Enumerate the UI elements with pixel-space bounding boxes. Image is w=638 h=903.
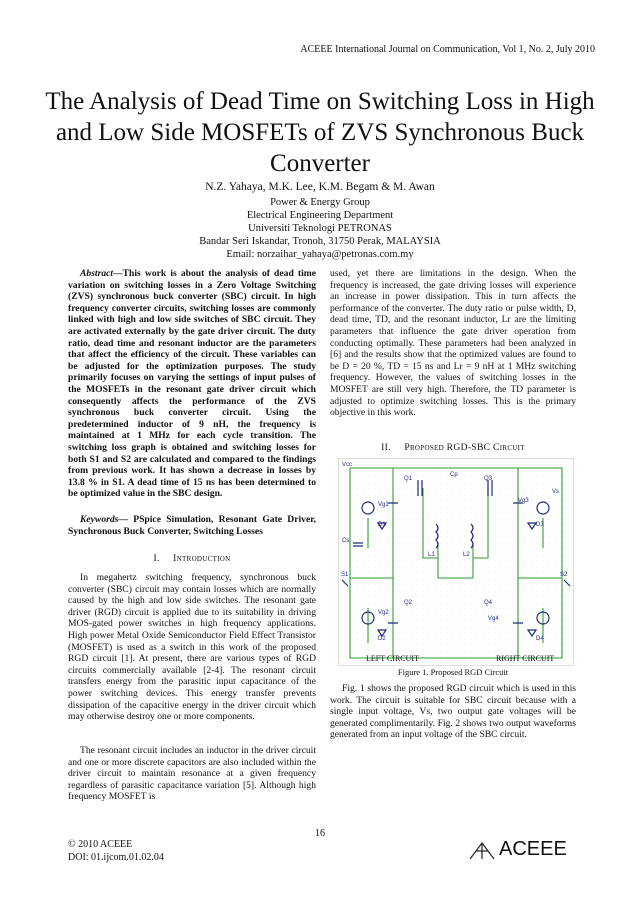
aceee-logo-icon [468,839,496,861]
label-cp: Cp [450,472,458,478]
keywords-text: — PSpice Simulation, Resonant Gate Driver, Synchronous Buck Converter, Switching Losses [68,514,316,537]
right-paragraph-1 [330,268,576,419]
right-paragraph-2-text: Fig. 1 shows the proposed RGD circuit which is used in this work. The circuit is suitable for SBC circuit because with a single input voltage, Vs, two output gate voltages will be generated complimentarily. Fig. 2 shows two output waveforms generated from an input voltage of the SBC circuit. [330,683,576,741]
affiliation-line-1: Power & Energy Group [270,197,370,208]
label-vcc: Vcc [342,462,353,468]
label-vs: Vs [552,489,560,495]
abstract-text: —This work is about the analysis of dead time variation on switching losses in a Zero Voltage Switching (ZVS) synchronous buck converter (SBC) circuit. In high frequency converter circuits, switching losses are commonly linked with high and low side switches of SBC circuit. They are activated externally by the gate driver circuit. The duty ratio, dead time and resonant inductor are the parameters that affect the efficiency of the circuit. These variables can be adjusted for the optimization purposes. The study primarily focuses on varying the settings of input pulses of the MOSFETs in the resonant gate driver circuit which consequently affects the performance of the ZVS synchronous buck converter circuit. Using the predetermined inductor of 9 nH, the frequency is maintained at 1 MHz for each cycle transition. The switching loss graph is obtained and switching losses for both S1 and S2 are calculated and compared to the findings from previous work. It has shown a decrease in losses by 13.8 % in S1. A dead time of 15 ns has been determined to be optimized value in the SBC design. [68,268,316,500]
label-vg2: Vg2 [378,610,389,616]
intro-paragraph-1 [68,572,316,723]
abstract [68,268,316,500]
label-left-circuit: LEFT CIRCUIT [366,654,419,663]
intro-paragraph-2 [68,745,316,803]
page-number: 16 [315,828,325,839]
circuit-diagram [338,458,574,666]
affiliation-line-2: Electrical Engineering Department [246,210,394,221]
label-d4: D4 [536,636,544,642]
intro-paragraph-1-text: In megahertz switching frequency, synchronous buck converter (SBC) circuit may contain losses which are normally caused by the high and low side switches. The resonant gate driver (RGD) circuit is applied due to its suitability in driving MOS-gated power switches in high frequency applications. High power Metal Oxide Semiconductor Field Effect Transistor (MOSFET) is used as a switch in this work of the proposed RGD circuit [1]. At present, there are various types of RGD circuits commercially available [2-4]. The resonant circuit transfers energy from the parasitic input capacitance of the power switching devices. This energy transfer prevents dissipation of the capacitive energy in the driver circuit which may otherwise destroy one or more components. [68,572,316,723]
affiliation-line-3: Universiti Teknologi PETRONAS [248,223,392,234]
label-q4: Q4 [484,600,493,606]
journal-header: ACEEE International Journal on Communication, Vol 1, No. 2, July 2010 [300,44,595,55]
section-1-title: Introduction [173,553,231,564]
label-d2: D2 [378,636,386,642]
copyright: © 2010 ACEEE [68,839,133,850]
figure-1-circuit [338,458,574,666]
affiliation-email: Email: norzaihar_yahaya@petronas.com.my [226,249,414,260]
right-paragraph-2 [330,683,576,741]
affiliation-line-4: Bandar Seri Iskandar, Tronoh, 31750 Perak, MALAYSIA [199,236,441,247]
label-l1: L1 [428,552,435,558]
label-vg1: Vg1 [378,502,389,508]
aceee-logo [468,838,567,861]
aceee-logo-text: ACEEE [499,838,567,860]
label-d1: D1 [378,522,386,528]
label-vg3: Vg3 [518,498,529,504]
section-2-heading [330,442,576,453]
label-s2: S2 [560,572,568,578]
right-paragraph-1-text: used, yet there are limitations in the design. When the frequency is increased, the gate driving losses will experience an increase in power dissipation. This in turn affects the performance of the converter. The duty ratio or pulse width, D, dead time, TD, and the resonant inductor, Lr are the limiting parameters that influence the gate driver operation from conducting optimally. These parameters had been analyzed in [6] and the results show that the optimized values are found to be D = 20 %, TD = 15 ns and Lr = 9 nH at 1 MHz switching frequency. However, the values of switching losses in the MOSFET are still very high. Therefore, the TD parameter is adjusted to optimize switching losses. This is the primary objective in this work. [330,268,576,419]
doi: DOI: 01.ijcom.01.02.04 [68,852,164,863]
authors: N.Z. Yahaya, M.K. Lee, K.M. Begam & M. Awan [205,181,435,193]
affiliation [60,196,580,261]
label-s1: S1 [341,572,349,578]
section-2-title: Proposed RGD-SBC Circuit [404,442,525,453]
label-right-circuit: RIGHT CIRCUIT [496,654,555,663]
label-vg4: Vg4 [488,616,499,622]
label-l2: L2 [463,552,470,558]
intro-paragraph-2-text: The resonant circuit includes an inductor in the driver circuit and one or more discrete capacitors are also included within the driver circuit to maintain resonance at a given frequency regardless of parasitic capacitance variation [5]. Although high frequency MOSFET is [68,745,316,803]
section-1-number: I. [153,553,160,564]
paper-title: The Analysis of Dead Time on Switching Loss in High and Low Side MOSFETs of ZVS Synchronous Buck Converter [45,88,595,177]
label-cs: Cs [342,538,350,544]
label-q1: Q1 [404,476,413,482]
abstract-label: Abstract [80,268,114,279]
label-q3: Q3 [484,476,493,482]
label-d3: D3 [536,522,544,528]
section-2-number: II. [381,442,391,453]
footer [68,838,164,864]
label-q2: Q2 [404,600,413,606]
section-1-heading [68,553,316,564]
keywords-label: Keywords [80,514,119,525]
keywords [68,514,316,537]
figure-1-caption: Figure 1. Proposed RGD Circuit [397,667,509,677]
